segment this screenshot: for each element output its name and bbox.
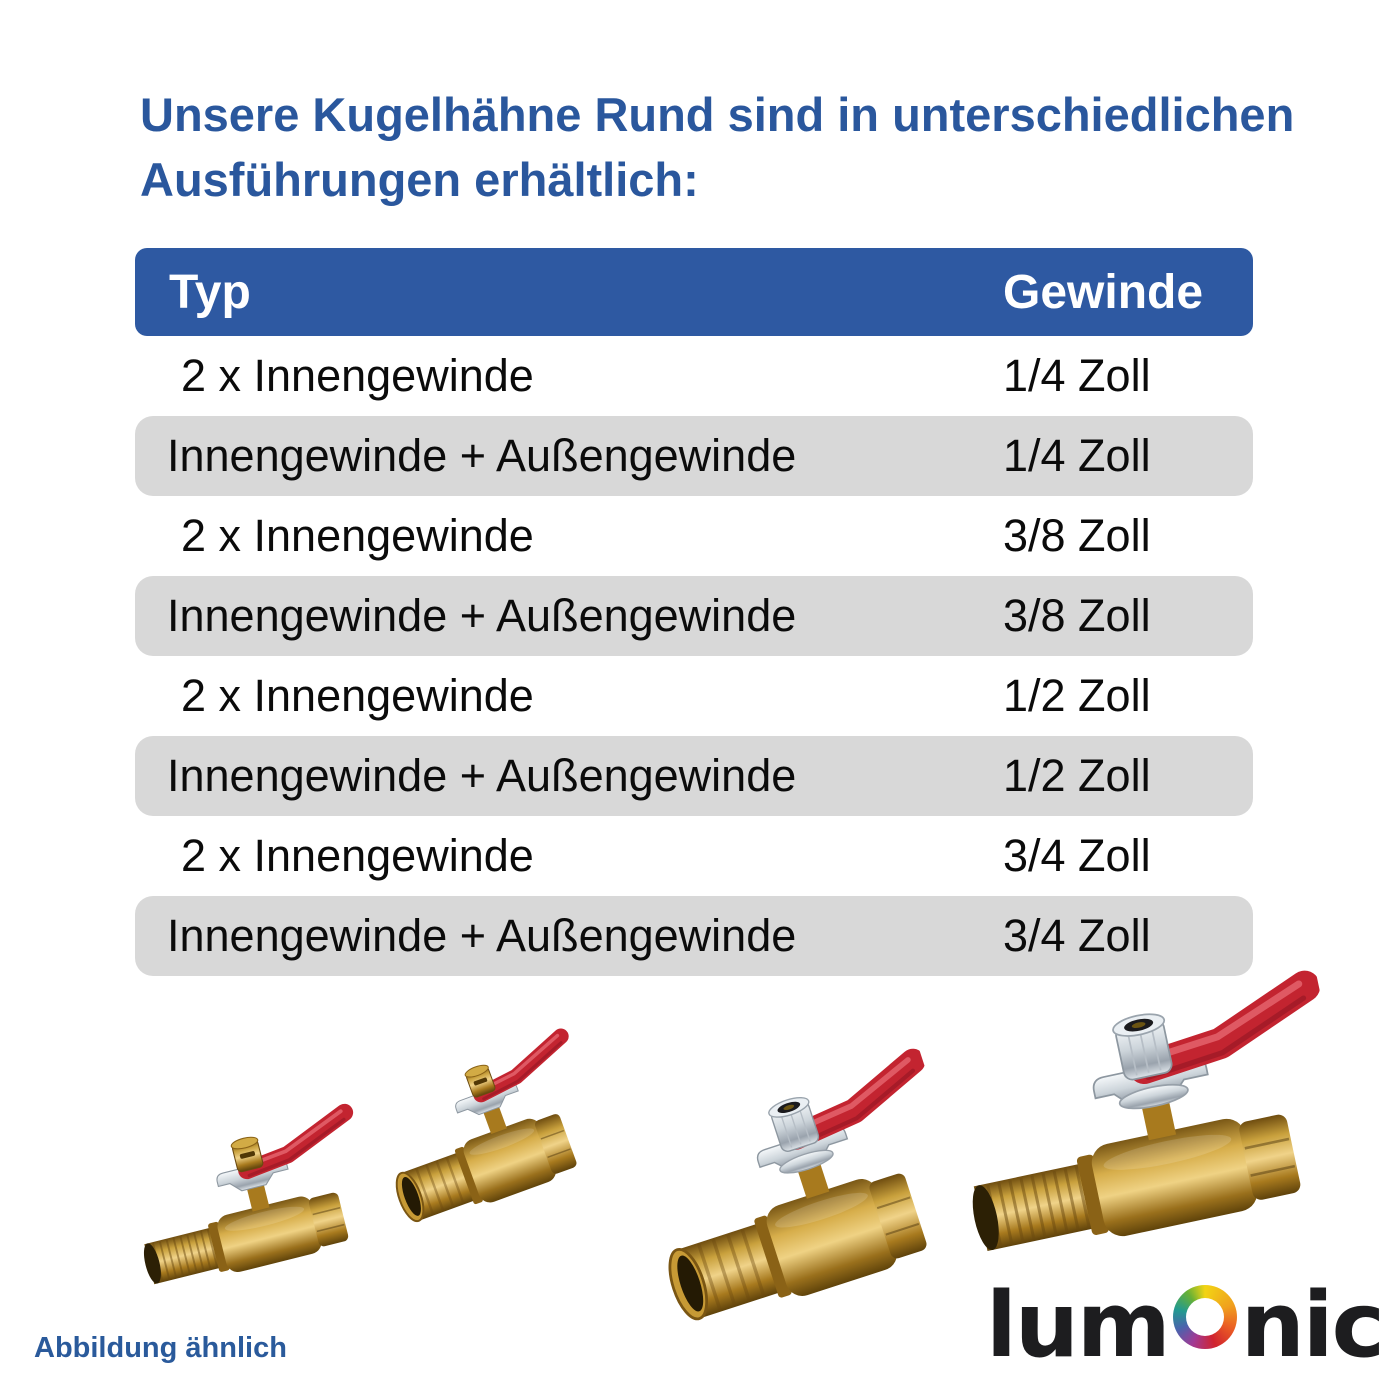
table-row [135,336,1253,416]
table-row [135,816,1253,896]
page-title-line-2: Ausführungen erhältlich: [140,153,699,206]
cell-gewinde: 3/4 Zoll [1003,830,1151,881]
table-header-row [135,248,1253,336]
cell-typ: Innengewinde + Außengewinde [167,590,797,641]
cell-gewinde: 1/4 Zoll [1003,350,1151,401]
brand-text-prefix: lum [986,1273,1169,1378]
color-ring-icon [1173,1285,1237,1349]
cell-gewinde: 1/2 Zoll [1003,750,1151,801]
column-header-typ: Typ [169,265,251,319]
ball-valve-illustration [922,961,1367,1299]
product-photo-valve-female-large [613,1045,986,1356]
cell-typ: Innengewinde + Außengewinde [167,430,797,481]
ball-valve-illustration [613,1045,986,1356]
cell-typ: Innengewinde + Außengewinde [167,910,797,961]
cell-typ: Innengewinde + Außengewinde [167,750,797,801]
cell-gewinde: 1/4 Zoll [1003,430,1151,481]
ball-valve-illustration [354,1023,619,1247]
column-header-gewinde: Gewinde [1003,265,1204,319]
product-photo-valve-female-small [354,1023,619,1247]
ball-valve-illustration [109,1096,391,1315]
page-title-line-1: Unsere Kugelhähne Rund sind in unterschiedlichen [140,88,1295,141]
disclaimer-text: Abbildung ähnlich [34,1332,287,1364]
page-title [140,82,1294,212]
variants-table [135,248,1253,976]
cell-typ: 2 x Innengewinde [181,350,534,401]
cell-gewinde: 3/8 Zoll [1003,590,1151,641]
table-row [135,496,1253,576]
table-row [135,416,1253,496]
table-row [135,576,1253,656]
cell-typ: 2 x Innengewinde [181,510,534,561]
cell-typ: 2 x Innengewinde [181,670,534,721]
table-row [135,656,1253,736]
product-photo-valve-male-small [109,1096,391,1315]
cell-gewinde: 3/4 Zoll [1003,910,1151,961]
brand-logo [986,1273,1383,1378]
cell-gewinde: 1/2 Zoll [1003,670,1151,721]
table-row [135,736,1253,816]
cell-gewinde: 3/8 Zoll [1003,510,1151,561]
cell-typ: 2 x Innengewinde [181,830,534,881]
table-row [135,896,1253,976]
product-photo-valve-male-large [922,961,1367,1299]
brand-text-suffix: nic [1240,1273,1383,1378]
